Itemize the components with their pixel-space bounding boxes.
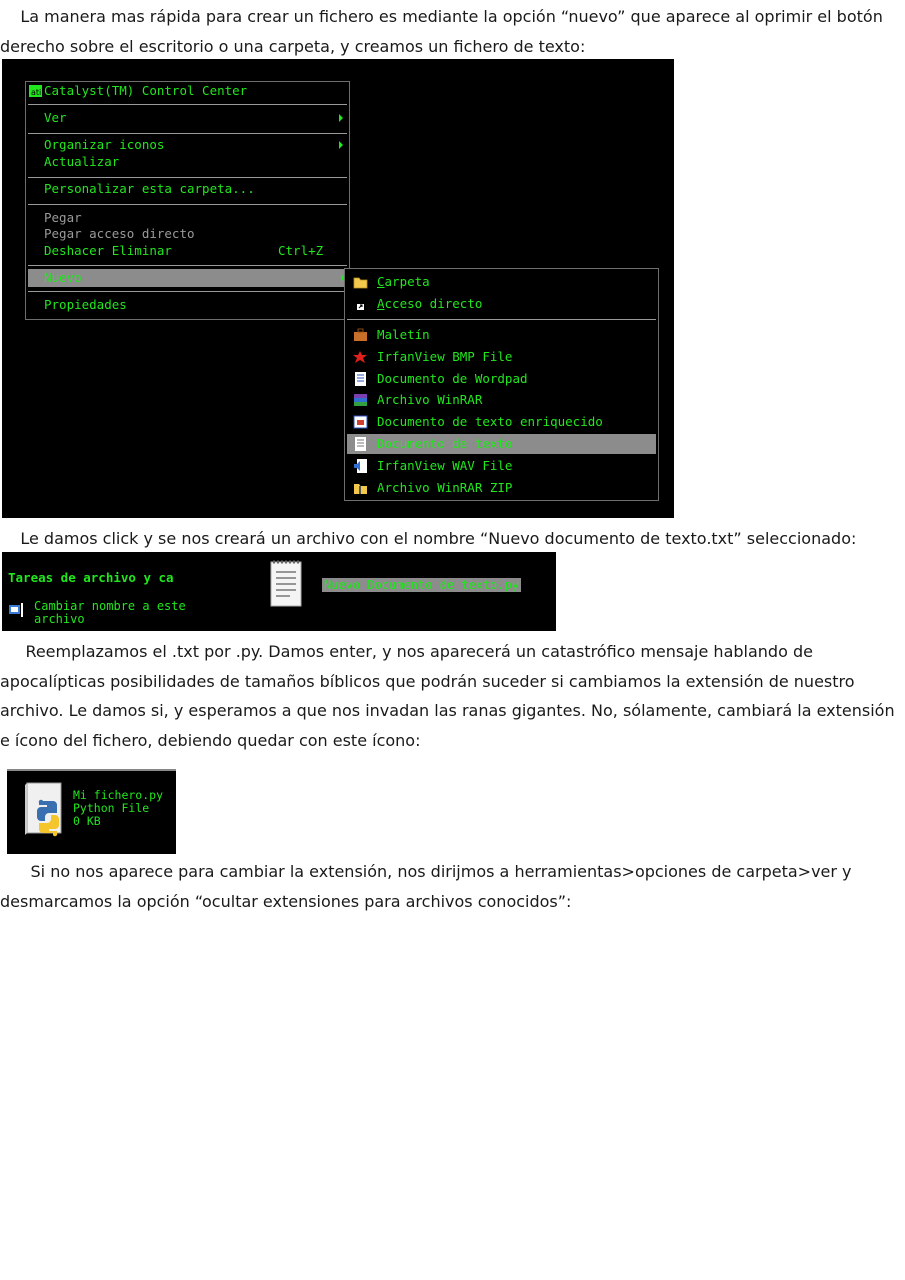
context-menu xyxy=(25,81,350,320)
menu-item-actualizar[interactable]: Actualizar xyxy=(44,154,120,169)
submenu-item-acceso[interactable]: Acceso directo xyxy=(345,295,658,313)
paragraph-intro: La manera mas rápida para crear un fichero es mediante la opción “nuevo” que aparece al oprimir el botón derecho sobre el escritorio o una carpeta, y creamos un fichero de texto: xyxy=(0,7,883,56)
menu-item-pegar: Pegar xyxy=(44,210,82,225)
python-file-details xyxy=(73,789,163,828)
menu-item-personalizar[interactable]: Personalizar esta carpeta... xyxy=(44,181,255,196)
rich-text-icon xyxy=(353,415,368,429)
winrar-icon xyxy=(353,393,368,407)
python-file-icon xyxy=(23,781,71,837)
rename-link[interactable]: Cambiar nombre a este archivo xyxy=(34,599,186,626)
rename-icon xyxy=(8,602,24,618)
file-type: Python File xyxy=(73,801,150,815)
zip-folder-icon xyxy=(353,481,368,495)
submenu-item-wordpad[interactable]: Documento de Wordpad xyxy=(345,370,658,388)
folder-icon xyxy=(353,275,368,289)
tasks-title: Tareas de archivo y ca xyxy=(8,570,174,585)
file-name: Mi fichero.py xyxy=(73,788,164,802)
submenu-item-irfanview-bmp[interactable]: IrfanView BMP File xyxy=(345,348,658,366)
irfanview-icon xyxy=(353,350,368,364)
submenu-item-text-document[interactable]: Documento de texto xyxy=(347,434,656,454)
filename-edit-field[interactable]: Nuevo Documento de texto.py xyxy=(324,578,520,592)
briefcase-icon xyxy=(353,328,368,342)
submenu-item-maletin[interactable]: Maletín xyxy=(345,326,658,344)
wordpad-icon xyxy=(353,372,368,386)
menu-item-pegar-acceso: Pegar acceso directo xyxy=(44,226,195,241)
submenu-item-carpeta[interactable]: Carpeta xyxy=(345,273,658,291)
rename-screenshot xyxy=(2,552,556,631)
svg-text:ati: ati xyxy=(31,88,42,97)
shortcut-icon xyxy=(353,297,368,311)
catalyst-icon xyxy=(29,85,42,97)
menu-item-catalyst[interactable]: ati Catalyst(TM) Control Center xyxy=(31,83,248,98)
submenu-arrow-icon xyxy=(339,141,343,149)
audio-file-icon xyxy=(353,459,368,473)
submenu-arrow-icon xyxy=(339,114,343,122)
menu-item-organizar[interactable]: Organizar iconos xyxy=(26,136,349,154)
file-size: 0 KB xyxy=(73,814,101,828)
paragraph-rename: Reemplazamos el .txt por .py. Damos enter, y nos aparecerá un catastrófico mensaje hablando de apocalípticas posibilidades de tamaños bíblicos que podrán suceder si cambiamos la extensión de nuestro archivo. Le damos si, y esperamos a que nos invadan las ranas gigantes. No, sólamente, cambiará la extensión e ícono del fichero, debiendo quedar con este ícono: xyxy=(0,642,895,750)
menu-item-propiedades[interactable]: Propiedades xyxy=(44,297,127,312)
submenu-item-winrar-zip[interactable]: Archivo WinRAR ZIP xyxy=(345,479,658,497)
submenu-item-irfanview-wav[interactable]: IrfanView WAV File xyxy=(345,457,658,475)
menu-item-deshacer[interactable]: Deshacer Eliminar Ctrl+Z xyxy=(44,243,324,258)
paragraph-click: Le damos click y se nos creará un archivo con el nombre “Nuevo documento de texto.txt” seleccionado: xyxy=(20,529,857,548)
paragraph-extensions: Si no nos aparece para cambiar la extensión, nos dirijmos a herramientas>opciones de carpeta>ver y desmarcamos la opción “ocultar extensiones para archivos conocidos”: xyxy=(0,862,852,911)
menu-item-ver[interactable]: Ver xyxy=(26,109,349,127)
submenu-item-rtf[interactable]: Documento de texto enriquecido xyxy=(345,413,658,431)
new-submenu xyxy=(344,268,659,501)
python-file-screenshot xyxy=(7,769,176,854)
notepad-icon xyxy=(268,558,304,608)
submenu-item-winrar[interactable]: Archivo WinRAR xyxy=(345,391,658,409)
menu-item-nuevo[interactable]: Nuevo xyxy=(28,269,347,287)
text-document-icon xyxy=(353,437,368,451)
context-menu-screenshot xyxy=(2,59,674,518)
shortcut-label: Ctrl+Z xyxy=(278,243,324,258)
